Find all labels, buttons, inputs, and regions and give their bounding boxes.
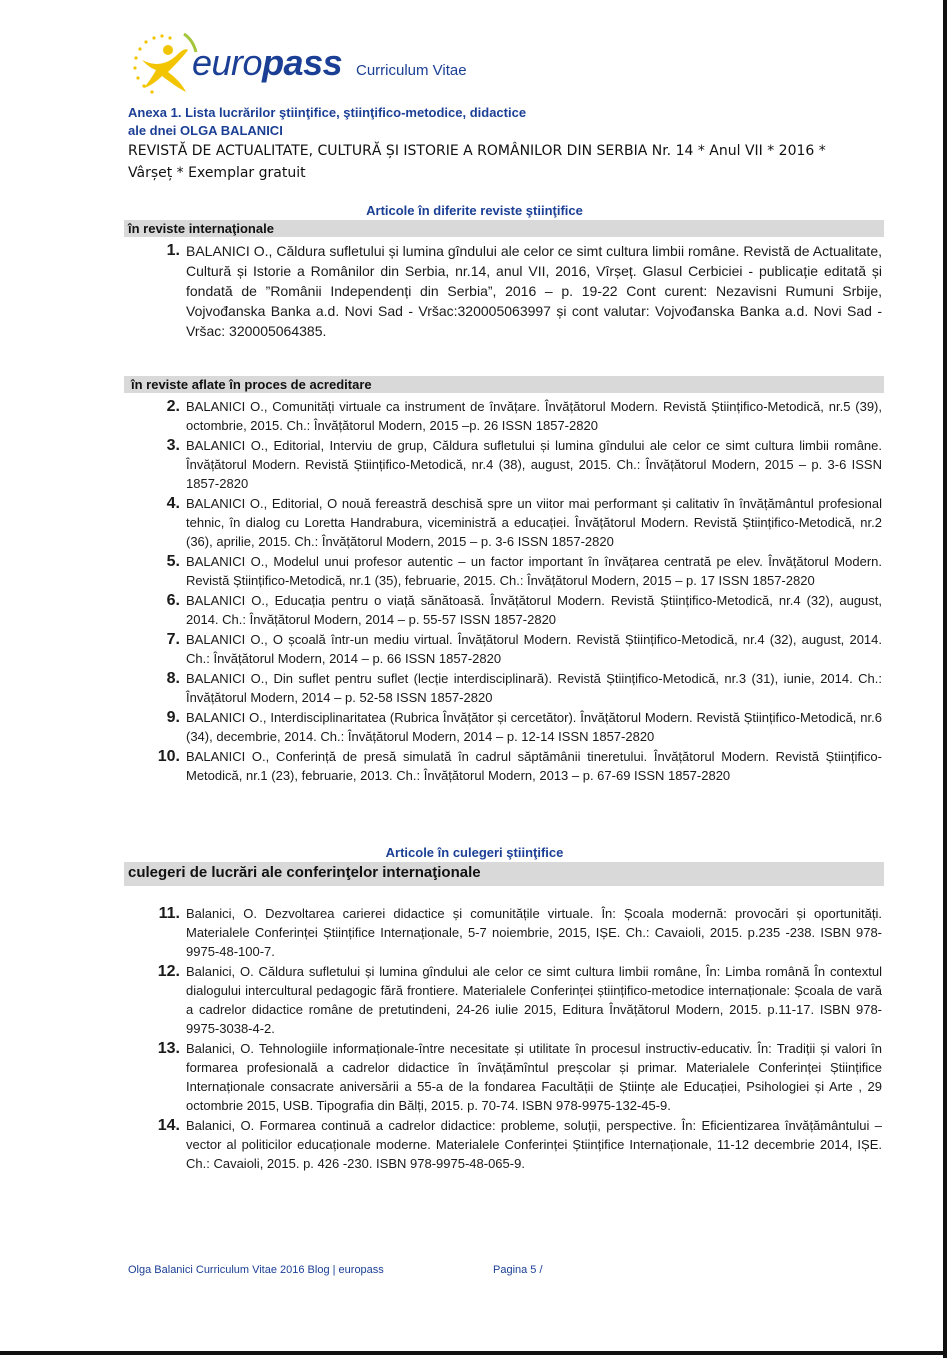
item-number: 13. bbox=[157, 1040, 180, 1057]
list-item bbox=[130, 1116, 882, 1173]
logo-wordmark: europass bbox=[192, 42, 343, 83]
item-number: 3. bbox=[166, 437, 180, 454]
item-number: 2. bbox=[166, 398, 180, 415]
list-item bbox=[130, 708, 882, 746]
item-number: 12. bbox=[157, 963, 180, 980]
annex-person: ale dnei OLGA BALANICI bbox=[128, 123, 283, 138]
europass-logo bbox=[124, 30, 364, 100]
item-number: 6. bbox=[166, 592, 180, 609]
list-accreditation bbox=[130, 397, 882, 786]
list-item bbox=[130, 1039, 882, 1115]
item-text: BALANICI O., O școală într-un mediu virtual. Învățătorul Modern. Revistă Științifico-Metodică, nr.4 (32), august, 2014. Ch.: Învățătorul Modern, 2014 – p. 66 ISSN 1857-2820 bbox=[186, 632, 882, 666]
item-number: 11. bbox=[158, 905, 180, 922]
list-item bbox=[130, 241, 882, 341]
item-text: BALANICI O., Conferință de presă simulată în cadrul săptămânii tineretului. Învățătorul Modern. Revistă Științifico-Metodică, nr.1 (23), februarie, 2013. Ch.: Învățătorul Modern, 2013 – p. 67-69 ISSN 1857-2820 bbox=[186, 749, 882, 783]
item-number: 9. bbox=[166, 709, 180, 726]
item-text: Balanici, O. Tehnologiile informaționale-între necesitate și utilitate în procesul instructiv-educativ. În: Tradiții și valori în formarea profesională a cadrelor didactice în învățămîntul preșcolar și primar. Materialele Conferinței Științifice Internaționale consacrate aniversării a 55-a de la fondarea Facultății de Științe ale Educației, Psihologiei și Arte , 29 octombrie 2015, USB. Tipografia din Bălți, 2015. p. 70-74. ISBN 978-9975-132-45-9. bbox=[186, 1041, 882, 1113]
item-text: BALANICI O., Căldura sufletului și lumina gîndului ale celor ce simt cultura limbii române. Revistă de Actualitate, Cultură și Istorie a Românilor din Serbia, nr.14, anul VII, 2016, Vîrșeț. Glasul Cerbiciei - publicație editată și fondată de ”Românii Independenți din Serbia”, 2016 – p. 19-22 Cont curent: Nezavisni Rumuni Srbije, Vojvođanska Banka a.d. Novi Sad - Vršac:320005063997 și cont valutar: Vojvođanska Banka a.d. Novi Sad - Vršac: 320005064385. bbox=[186, 243, 882, 339]
section-title-collections: Articole în culegeri ştiinţifice bbox=[385, 845, 564, 860]
page-border-bottom bbox=[0, 1351, 947, 1355]
list-item bbox=[130, 904, 882, 961]
item-text: BALANICI O., Educația pentru o viață sănătoasă. Învățătorul Modern. Revistă Științifico-Metodică, nr.4 (32), august, 2014. Ch.: Învățătorul Modern, 2014 – p. 55-57 ISSN 1857-2820 bbox=[186, 593, 882, 627]
list-international bbox=[130, 241, 882, 342]
bar-conference-proceedings: culegeri de lucrări ale conferinţelor internaţionale bbox=[124, 862, 884, 886]
item-number: 10. bbox=[157, 748, 180, 765]
annex-title: Anexa 1. Lista lucrărilor ştiinţifice, ştiinţifico-metodice, didactice bbox=[128, 105, 527, 120]
item-number: 8. bbox=[166, 670, 180, 687]
logo-subtitle: Curriculum Vitae bbox=[356, 62, 467, 79]
item-number: 7. bbox=[166, 631, 180, 648]
footer-left: Olga Balanici Curriculum Vitae 2016 Blog | europass bbox=[128, 1264, 384, 1276]
footer-page-number: Pagina 5 / bbox=[493, 1264, 543, 1276]
item-number: 1. bbox=[166, 242, 180, 259]
list-item bbox=[130, 630, 882, 668]
bar-international-journals: în reviste internaţionale bbox=[124, 220, 884, 237]
item-number: 5. bbox=[166, 553, 180, 570]
list-item bbox=[130, 747, 882, 785]
list-item bbox=[130, 436, 882, 493]
list-item bbox=[130, 552, 882, 590]
item-number: 14. bbox=[157, 1117, 180, 1134]
item-text: BALANICI O., Din suflet pentru suflet (lecție interdisciplinară). Revistă Științifico-Metodică, nr.3 (31), iunie, 2014. Ch.: Învățătorul Modern, 2014 – p. 52-58 ISSN 1857-2820 bbox=[186, 671, 882, 705]
item-text: BALANICI O., Editorial, Interviu de grup, Căldura sufletului și lumina gîndului ale celor ce simt cultura limbii române. Învățătorul Modern. Revistă Științifico-Metodică, nr.4 (38), august, 2015. Ch.: Învățătorul Modern, 2015 – p. 3-6 ISSN 1857-2820 bbox=[186, 438, 882, 491]
item-text: Balanici, O. Formarea continuă a cadrelor didactice: probleme, soluții, perspective. În: Eficientizarea învățământului – vector al politicilor educaționale moderne. Materialele Conferinței Științifice Internaționale, 11-12 decembrie 2014, IȘE. Ch.: Cavaioli, 2015. p. 426 -230. ISBN 978-9975-48-065-9. bbox=[186, 1118, 882, 1171]
item-number: 4. bbox=[166, 495, 180, 512]
item-text: BALANICI O., Interdisciplinaritatea (Rubrica Învățător și cercetător). Învățătorul Modern. Revistă Științifico-Metodică, nr.6 (34), decembrie, 2014. Ch.: Învățătorul Modern, 2014 – p. 12-14 ISSN 1857-2820 bbox=[186, 710, 882, 744]
section-title-journals: Articole în diferite reviste ştiinţifice bbox=[366, 203, 583, 218]
bar-accreditation-journals: în reviste aflate în proces de acreditare bbox=[124, 376, 884, 393]
list-item bbox=[130, 591, 882, 629]
list-conferences bbox=[130, 904, 882, 1174]
list-item bbox=[130, 962, 882, 1038]
item-text: BALANICI O., Comunități virtuale ca instrument de învățare. Învățătorul Modern. Revistă Științifico-Metodică, nr.5 (39), octombrie, 2015. Ch.: Învățătorul Modern, 2015 –p. 26 ISSN 1857-2820 bbox=[186, 399, 882, 433]
item-text: BALANICI O., Editorial, O nouă fereastră deschisă spre un viitor mai performant și calitativ în învățământul profesional tehnic, în dialog cu Loretta Handrabura, viceministră a educației. Învățătorul Modern. Revistă Științifico-Metodică, nr.2 (36), aprilie, 2015. Ch.: Învățătorul Modern, 2015 – p. 3-6 ISSN 1857-2820 bbox=[186, 496, 882, 549]
magazine-line: REVISTĂ DE ACTUALITATE, CULTURĂ ȘI ISTORIE A ROMÂNILOR DIN SERBIA Nr. 14 * Anul VII * 2016 * Vârșeț * Exemplar gratuit bbox=[128, 143, 826, 181]
item-text: Balanici, O. Căldura sufletului și lumina gîndului ale celor ce simt cultura limbii române, În: Limba română În contextul dialogului intercultural pedagogic fără frontiere. Materialele Conferinței științifico-metodice internaționale: Școala de vară a cadrelor didactice române de pretutindeni, 24-26 iulie 2015, Editura Învățătorul Modern, 2015. p.11-17. ISBN 978-9975-3038-4-2. bbox=[186, 964, 882, 1036]
list-item bbox=[130, 494, 882, 551]
list-item bbox=[130, 669, 882, 707]
list-item bbox=[130, 397, 882, 435]
annex-heading bbox=[128, 104, 526, 140]
item-text: BALANICI O., Modelul unui profesor autentic – un factor important în învățarea centrată pe elev. Învățătorul Modern. Revistă Științifico-Metodică, nr.1 (35), februarie, 2015. Ch.: Învățătorul Modern, 2015 – p. 17 ISSN 1857-2820 bbox=[186, 554, 882, 588]
item-text: Balanici, O. Dezvoltarea carierei didactice și comunitățile virtuale. În: Școala modernă: provocări și oportunități. Materialele Conferinței Științifice Internaționale, 5-7 noiembrie, 2015, IȘE. Ch.: Cavaioli, 2015. p.235 -238. ISBN 978-9975-48-100-7. bbox=[186, 906, 882, 959]
